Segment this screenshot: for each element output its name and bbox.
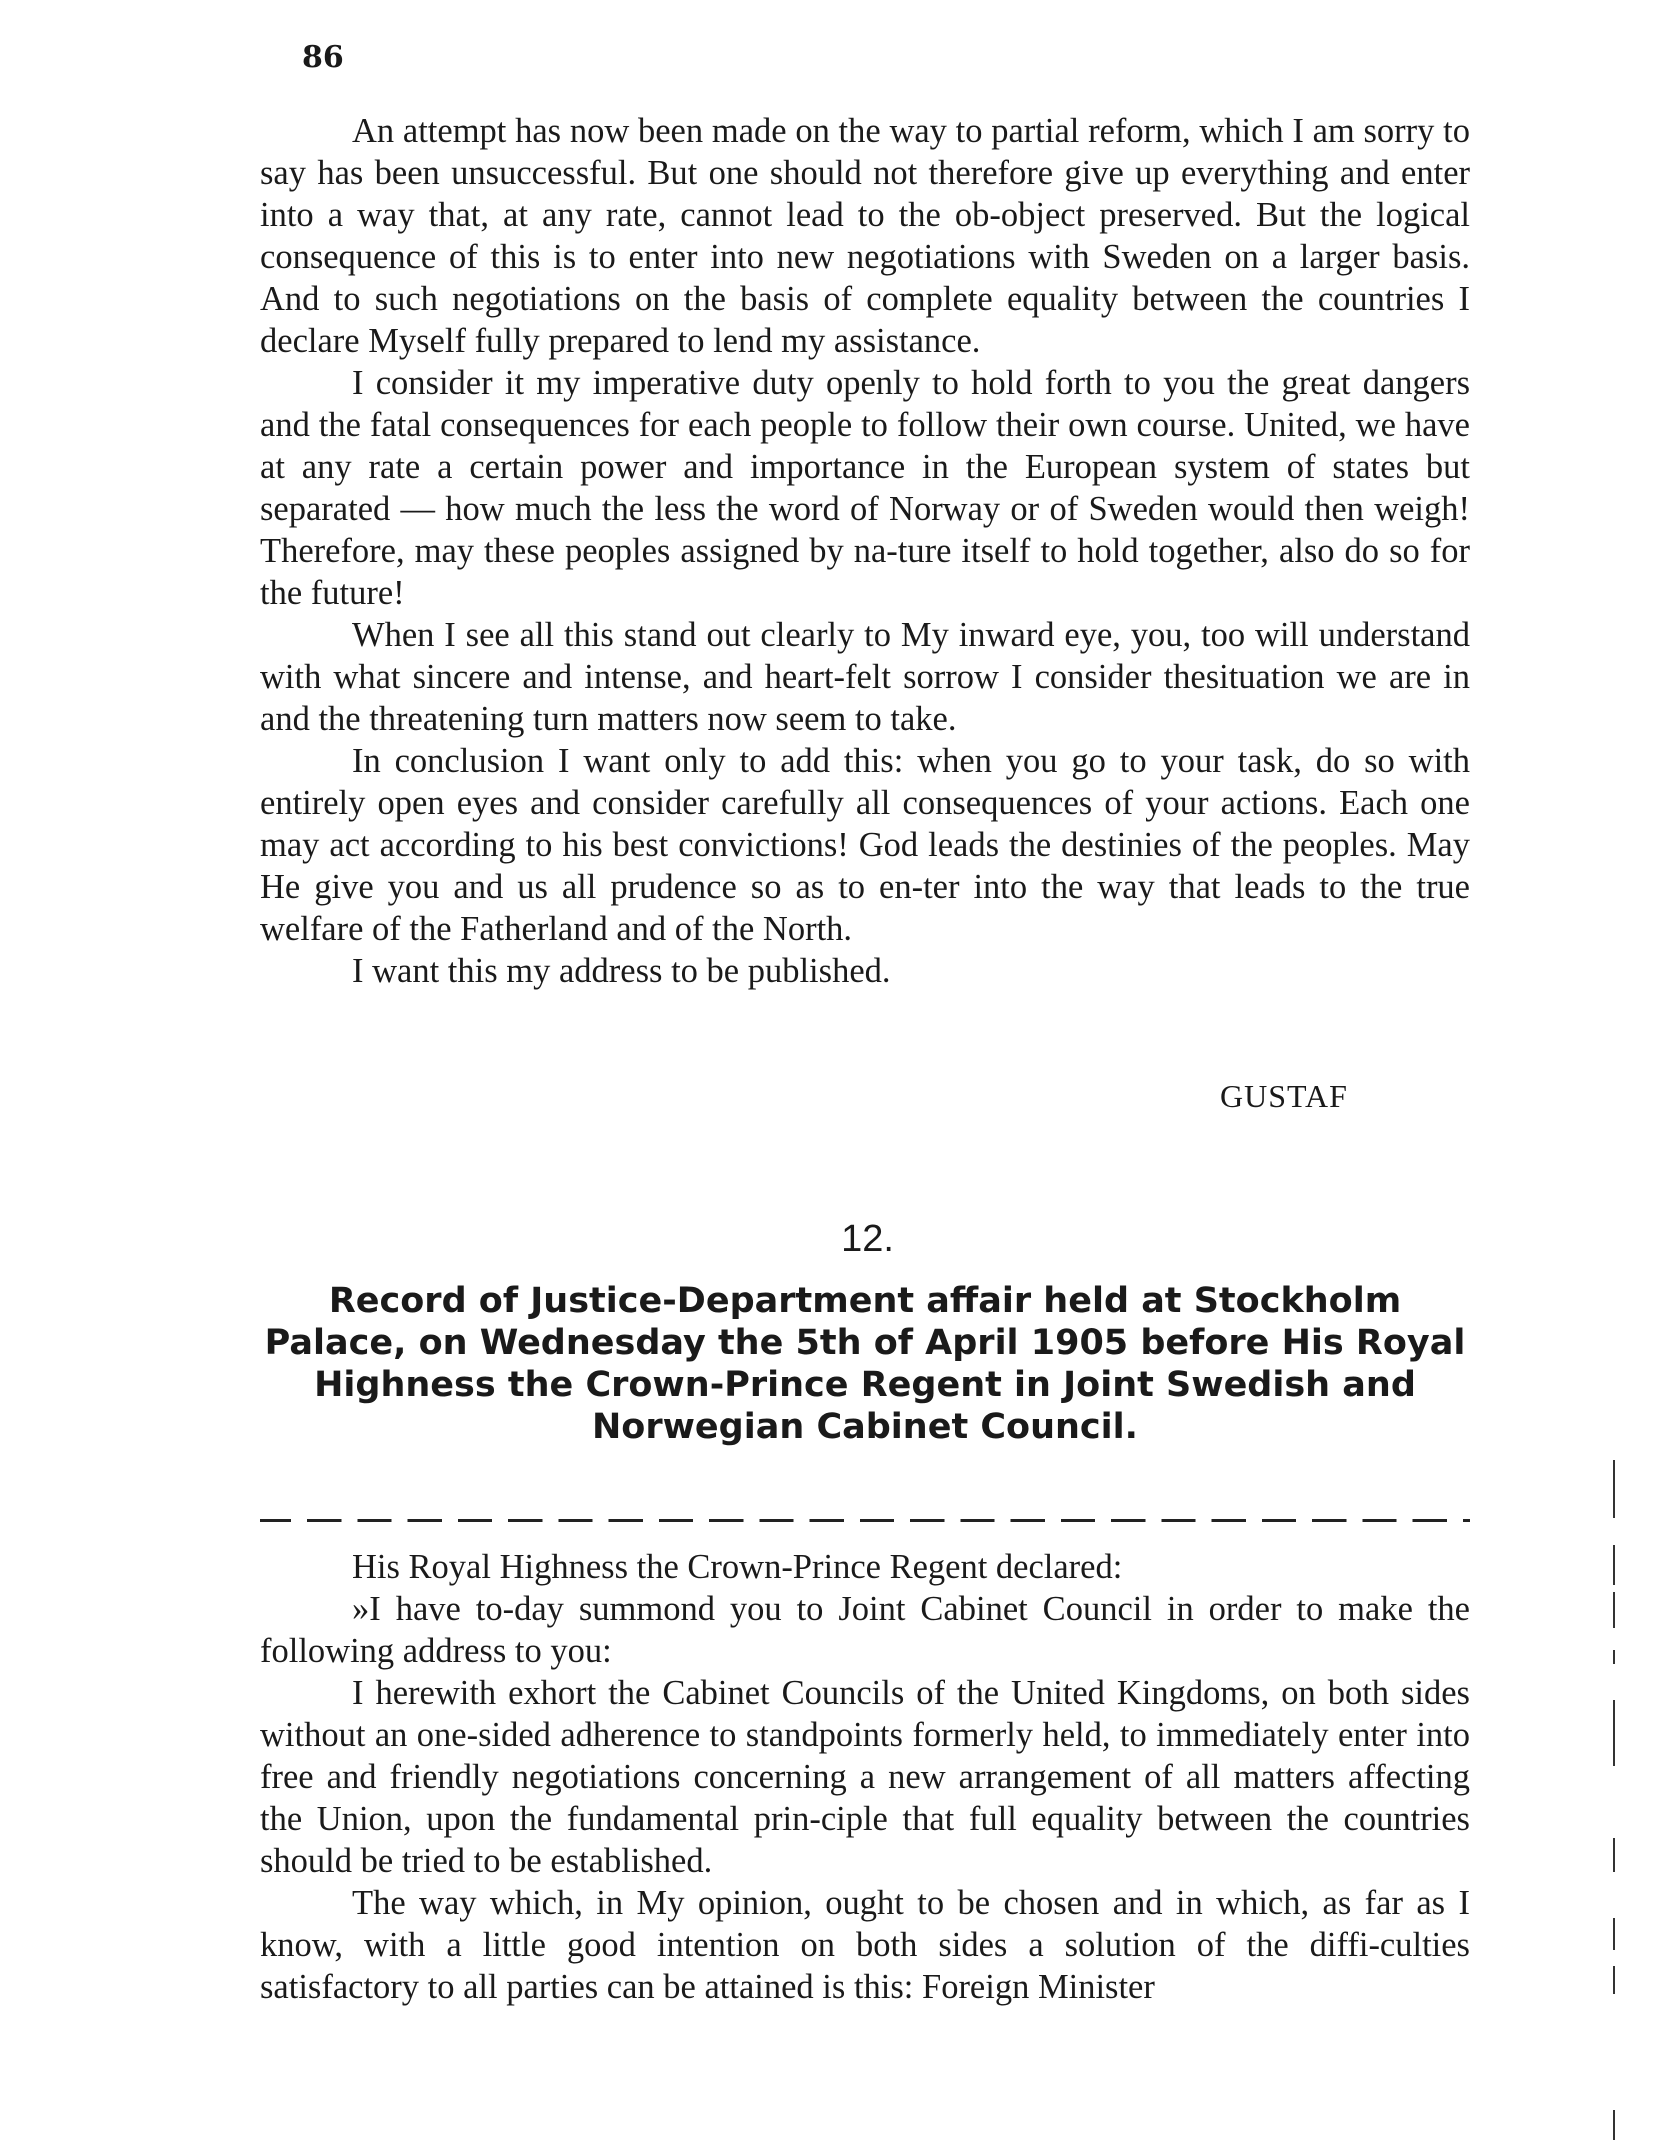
margin-mark xyxy=(1613,1700,1615,1766)
page-number: 86 xyxy=(302,40,344,75)
letter-paragraph: When I see all this stand out clearly to My inward eye, you, too will understand with what sincere and intense, and heart-felt sorrow I consider thesituation we are in and the threatening turn matters now seem to take. xyxy=(260,616,1470,738)
letter-paragraph: I want this my address to be published. xyxy=(352,952,891,990)
margin-mark xyxy=(1613,2110,1615,2140)
letter-paragraph: I consider it my imperative duty openly to hold forth to you the great dangers and the fatal consequences for each people to follow their own course. United, we have at any rate a certain power and importance in the European system of states but separated — how much the less the word of Norway or of Sweden would then weigh! Therefore, may these peoples assigned by na-ture itself to hold together, also do so for the future! xyxy=(260,364,1470,612)
margin-mark xyxy=(1613,1966,1615,1994)
margin-mark xyxy=(1613,1545,1615,1585)
margin-mark xyxy=(1613,1460,1615,1518)
margin-mark xyxy=(1613,1918,1615,1950)
margin-mark xyxy=(1613,1838,1615,1872)
signature: GUSTAF xyxy=(1220,1078,1348,1114)
margin-mark xyxy=(1613,1650,1615,1664)
record-paragraph: I herewith exhort the Cabinet Councils of the United Kingdoms, on both sides without an one-sided adherence to standpoints formerly held, to immediately enter into free and friendly negotiations concerning a new arrangement of all matters affecting the Union, upon the fundamental prin-ciple that full equality between the countries should be tried to be established. xyxy=(260,1674,1470,1880)
record-paragraph: His Royal Highness the Crown-Prince Regent declared: xyxy=(352,1548,1123,1586)
dashed-divider xyxy=(260,1519,1470,1522)
margin-mark xyxy=(1613,1592,1615,1628)
record-body xyxy=(260,1546,1470,2008)
letter-paragraph: In conclusion I want only to add this: when you go to your task, do so with entirely open eyes and consider carefully all consequences of your actions. Each one may act according to his best convictions! God leads the destinies of the peoples. May He give you and us all prudence so as to en-ter into the way that leads to the true welfare of the Fatherland and of the North. xyxy=(260,742,1470,948)
section-title: Record of Justice-Department affair held at Stockholm Palace, on Wednesday the 5th of April 1905 before His Royal Highness the Crown-Prince Regent in Joint Swedish and Norwegian Cabinet Council. xyxy=(264,1281,1466,1447)
letter-body xyxy=(260,110,1470,992)
letter-paragraph: An attempt has now been made on the way to partial reform, which I am sorry to say has been unsuccessful. But one should not therefore give up everything and enter into a way that, at any rate, cannot lead to the ob-object preserved. But the logical consequence of this is to enter into new negotiations with Sweden on a larger basis. And to such negotiations on the basis of complete equality between the countries I declare Myself fully prepared to lend my assistance. xyxy=(260,112,1470,360)
record-paragraph: »I have to-day summond you to Joint Cabinet Council in order to make the following address to you: xyxy=(260,1590,1470,1670)
section-number: 12. xyxy=(841,1218,894,1260)
record-paragraph: The way which, in My opinion, ought to be chosen and in which, as far as I know, with a little good intention on both sides a solution of the diffi-culties satisfactory to all parties can be attained is this: Foreign Minister xyxy=(260,1884,1470,2006)
